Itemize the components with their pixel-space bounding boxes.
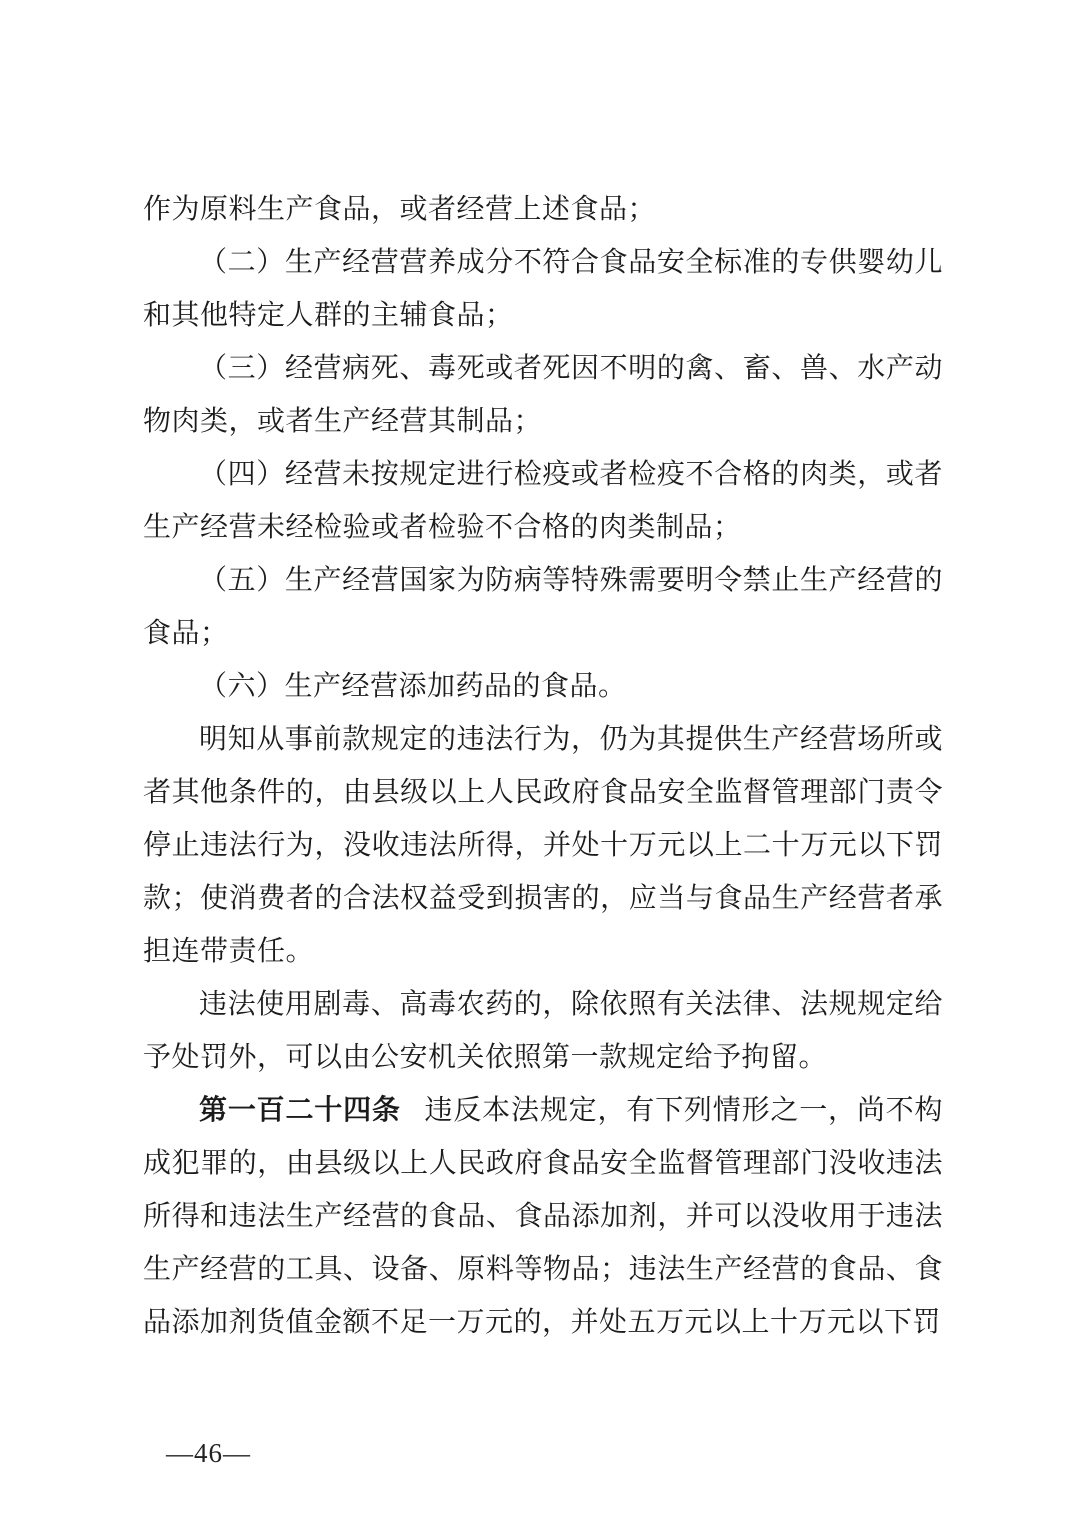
clause-item-2: （二）生产经营营养成分不符合食品安全标准的专供婴幼儿和其他特定人群的主辅食品； xyxy=(143,247,943,331)
page-footer xyxy=(166,1438,251,1469)
paragraph-article-124 xyxy=(143,1084,943,1349)
clause-item-3: （三）经营病死、毒死或者死因不明的禽、畜、兽、水产动物肉类，或者生产经营其制品； xyxy=(143,353,943,437)
clause-item-5: （五）生产经营国家为防病等特殊需要明令禁止生产经营的食品； xyxy=(143,565,943,649)
paragraph-pesticide: 违法使用剧毒、高毒农药的，除依照有关法律、法规规定给予处罚外，可以由公安机关依照第一款规定给予拘留。 xyxy=(143,989,943,1073)
article-number: 第一百二十四条 xyxy=(199,1095,401,1126)
paragraph-continuation: 作为原料生产食品，或者经营上述食品； xyxy=(143,194,657,225)
paragraph-liability: 明知从事前款规定的违法行为，仍为其提供生产经营场所或者其他条件的，由县级以上人民政府食品安全监督管理部门责令停止违法行为，没收违法所得，并处十万元以上二十万元以下罚款；使消费者的合法权益受到损害的，应当与食品生产经营者承担连带责任。 xyxy=(143,724,943,967)
document-body xyxy=(143,183,943,1349)
clause-item-6: （六）生产经营添加药品的食品。 xyxy=(199,671,627,702)
page-number: —46— xyxy=(166,1438,251,1468)
clause-item-4: （四）经营未按规定进行检疫或者检疫不合格的肉类，或者生产经营未经检验或者检验不合格的肉类制品； xyxy=(143,459,943,543)
article-text: 违反本法规定，有下列情形之一，尚不构成犯罪的，由县级以上人民政府食品安全监督管理部门没收违法所得和违法生产经营的食品、食品添加剂，并可以没收用于违法生产经营的工具、设备、原料等物品；违法生产经营的食品、食品添加剂货值金额不足一万元的，并处五万元以上十万元以下罚 xyxy=(143,1095,943,1338)
